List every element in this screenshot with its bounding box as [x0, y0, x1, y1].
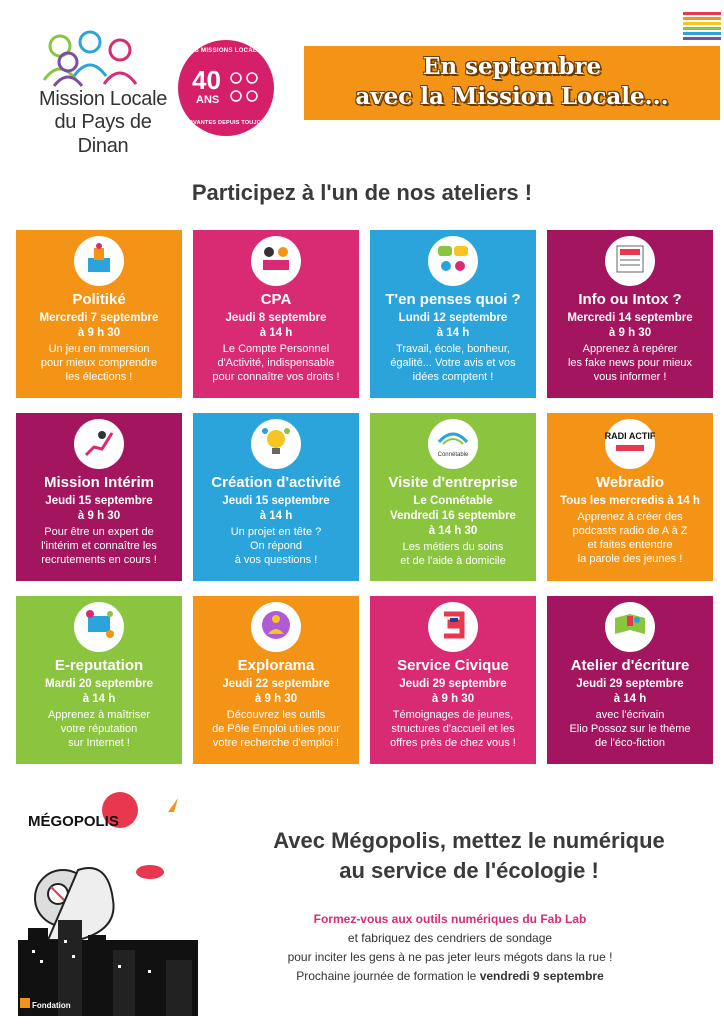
workshop-description — [195, 525, 357, 567]
discussion-icon — [436, 242, 470, 281]
workshop-time: à 9 h 30 — [77, 510, 121, 522]
service-civique-logo-icon — [436, 608, 470, 647]
workshop-description-line: et de l'aide à domicile — [400, 555, 506, 567]
workshop-time: à 14 h — [82, 693, 116, 705]
workshop-date: Jeudi 15 septembre — [45, 495, 153, 507]
forty-years-badge — [178, 40, 274, 136]
workshop-tile — [370, 230, 536, 398]
workshop-description-line: l'intérim et connaître les — [41, 540, 157, 552]
workshop-title: E-reputation — [54, 657, 144, 674]
career-icon — [82, 425, 116, 464]
workshop-date: Lundi 12 septembre — [398, 312, 508, 324]
mission-locale-logo-icon — [38, 30, 148, 88]
workshop-time: à 14 h — [259, 510, 293, 522]
workshop-date: Jeudi 22 septembre — [222, 678, 330, 690]
workshop-time: à 9 h 30 — [431, 693, 475, 705]
workshop-description-line: Pour être un expert de — [44, 526, 154, 538]
megopolis-label: MÉGOPOLIS — [28, 813, 119, 830]
workshop-description-line: Les métiers du soins — [402, 541, 504, 553]
workshop-tile — [370, 596, 536, 764]
workshop-date: Le Connétable — [413, 495, 493, 507]
meditation-icon — [259, 608, 293, 647]
radio-icon — [604, 425, 656, 464]
workshop-description-line: Le Compte Personnel — [222, 343, 330, 355]
workshop-tile — [193, 596, 359, 764]
workshop-description — [549, 342, 711, 384]
workshop-title: Visite d'entreprise — [388, 474, 518, 491]
workshop-description-line: avec l'écrivain — [595, 709, 665, 721]
workshop-description-line: pour mieux comprendre — [40, 357, 158, 369]
book-icon — [613, 608, 647, 647]
people-icon — [228, 70, 264, 108]
workshops-heading: Participez à l'un de nos ateliers ! — [191, 180, 533, 205]
workshop-description-line: Elio Possoz sur le thème — [569, 723, 691, 735]
workshop-time: à 9 h 30 — [608, 327, 652, 339]
workshop-tile — [193, 230, 359, 398]
workshop-time: à 9 h 30 — [254, 693, 298, 705]
workshop-time: Vendredi 16 septembre — [390, 510, 516, 522]
workshop-time: à 14 h — [259, 327, 293, 339]
workshop-time: à 14 h 30 — [428, 525, 478, 537]
workshop-date: Mercredi 14 septembre — [567, 312, 693, 324]
connetable-text: Connétable — [437, 451, 469, 458]
workshop-tile — [16, 230, 182, 398]
badge-number: 40 — [192, 65, 221, 95]
workshop-description-line: idées comptent ! — [412, 371, 494, 383]
workshop-date: Jeudi 8 septembre — [225, 312, 327, 324]
workshop-title: Atelier d'écriture — [570, 657, 690, 674]
workshop-icon-wrap — [251, 602, 301, 652]
workshop-title: Mission Intérim — [43, 474, 155, 491]
workshop-tile — [193, 413, 359, 581]
workshop-date: Tous les mercredis à 14 h — [560, 495, 700, 507]
rainbow-stripes — [683, 12, 721, 42]
workshop-time: à 14 h — [436, 327, 470, 339]
workshop-description — [18, 708, 180, 750]
workshop-icon-wrap — [74, 602, 124, 652]
megopolis-title-line2: au service de l'écologie ! — [339, 858, 599, 883]
workshop-description — [195, 708, 357, 750]
workshop-description-line: la parole des jeunes ! — [577, 553, 683, 565]
workshop-description — [372, 708, 534, 750]
badge-bottom-text: INNOVANTES DEPUIS TOUJOURS — [178, 120, 274, 126]
workshop-description-line: Travail, école, bonheur, — [396, 343, 510, 355]
banner-line2: avec la Mission Locale... — [355, 83, 669, 110]
workshop-description-line: recrutements en cours ! — [41, 554, 157, 566]
workshop-tile — [547, 596, 713, 764]
workshop-time: à 9 h 30 — [77, 327, 121, 339]
workshop-icon-wrap — [74, 419, 124, 469]
news-icon — [613, 242, 647, 281]
workshop-description-line: à vos questions ! — [234, 554, 318, 566]
workshop-description-line: On répond — [250, 540, 302, 552]
megopolis-line2: et fabriquez des cendriers de sondage — [347, 931, 553, 945]
logo-line1: Mission Locale — [38, 88, 168, 110]
workshop-tile — [16, 596, 182, 764]
workshop-icon-wrap — [605, 419, 655, 469]
next-training-prefix: Prochaine journée de formation le — [296, 969, 480, 983]
next-training-date: vendredi 9 septembre — [479, 969, 604, 983]
workshop-description-line: Témoignages de jeunes, — [392, 709, 514, 721]
workshop-title: Création d'activité — [211, 474, 341, 491]
workshop-time: à 14 h — [613, 693, 647, 705]
workshop-description-line: Un jeu en immersion — [48, 343, 150, 355]
meeting-icon — [259, 242, 293, 281]
workshop-title: Info ou Intox ? — [578, 291, 682, 308]
workshop-date: Mercredi 7 septembre — [39, 312, 159, 324]
workshop-description-line: Apprenez à maîtriser — [47, 709, 151, 721]
workshop-icon-wrap — [428, 602, 478, 652]
connetable-logo-icon — [433, 424, 473, 465]
workshop-description-line: votre recherche d'emploi ! — [212, 737, 340, 749]
fondation-label: Fondation — [32, 1001, 71, 1010]
workshop-description — [549, 708, 711, 750]
workshop-title: CPA — [260, 291, 292, 308]
workshop-title: T'en penses quoi ? — [385, 291, 521, 308]
workshop-icon-wrap — [428, 419, 478, 469]
workshop-icon-wrap — [605, 602, 655, 652]
workshop-description-line: de Pôle Emploi utiles pour — [212, 723, 340, 735]
banner-line1: En septembre — [422, 53, 602, 80]
megopolis-line4 — [230, 967, 670, 986]
workshop-description-line: podcasts radio de A à Z — [572, 525, 688, 537]
workshop-description — [18, 525, 180, 567]
workshop-tile — [547, 230, 713, 398]
workshop-description — [18, 342, 180, 384]
radio-actif-text: RADI ACTIF — [604, 430, 656, 441]
workshop-tile — [547, 413, 713, 581]
workshop-description-line: les fake news pour mieux — [567, 357, 693, 369]
megopolis-title-line1: Avec Mégopolis, mettez le numérique — [273, 828, 665, 853]
workshop-date: Jeudi 29 septembre — [576, 678, 684, 690]
workshop-description-line: de l'éco-fiction — [595, 737, 665, 749]
megopolis-line3: pour inciter les gens à ne pas jeter leurs mégots dans la rue ! — [287, 950, 613, 964]
workshop-icon-wrap — [251, 236, 301, 286]
workshop-icon-wrap — [428, 236, 478, 286]
megopolis-illustration-icon — [18, 790, 198, 1016]
workshop-description-line: les élections ! — [65, 371, 133, 383]
workshop-description-line: Découvrez les outils — [226, 709, 326, 721]
workshop-description-line: et faites entendre — [587, 539, 673, 551]
workshop-title: Explorama — [237, 657, 315, 674]
workshop-description-line: d'Activité, indispensable — [217, 357, 335, 369]
workshop-title: Politiké — [72, 291, 126, 308]
workshop-date: Jeudi 29 septembre — [399, 678, 507, 690]
workshop-icon-wrap — [74, 236, 124, 286]
workshop-description-line: égalité... Votre avis et vos — [390, 357, 516, 369]
workshop-description-line: Apprenez à repérer — [582, 343, 678, 355]
logo-text — [28, 88, 178, 158]
vote-icon — [82, 242, 116, 281]
megopolis-title — [214, 826, 724, 886]
social-media-icon — [82, 608, 116, 647]
banner-title — [304, 52, 720, 112]
workshop-date: Jeudi 15 septembre — [222, 495, 330, 507]
lightbulb-icon — [259, 425, 293, 464]
badge-ans: ANS — [196, 94, 220, 106]
workshop-description-line: vous informer ! — [593, 371, 667, 383]
workshop-date: Mardi 20 septembre — [44, 678, 153, 690]
workshop-description-line: votre réputation — [60, 723, 138, 735]
workshop-icon-wrap — [251, 419, 301, 469]
workshop-description — [372, 342, 534, 384]
workshop-tile — [370, 413, 536, 581]
fablab-highlight: Formez-vous aux outils numériques du Fab Lab — [313, 912, 587, 926]
workshop-description — [195, 342, 357, 384]
logo-line2: du Pays de Dinan — [54, 111, 152, 157]
workshop-description-line: Un projet en tête ? — [230, 526, 322, 538]
badge-top-text: LES MISSIONS LOCALES — [186, 48, 266, 54]
workshop-description-line: Apprenez à créer des — [577, 511, 683, 523]
megopolis-description — [230, 910, 670, 986]
workshop-description-line: offres près de chez vous ! — [390, 737, 516, 749]
workshop-description-line: structures d'accueil et les — [391, 723, 515, 735]
workshop-tile — [16, 413, 182, 581]
workshop-description — [549, 510, 711, 566]
workshop-title: Service Civique — [397, 657, 509, 674]
workshop-description-line: sur Internet ! — [68, 737, 130, 749]
workshop-icon-wrap — [605, 236, 655, 286]
workshop-title: Webradio — [595, 474, 665, 491]
workshop-description — [372, 540, 534, 568]
workshop-description-line: pour connaître vos droits ! — [212, 371, 340, 383]
